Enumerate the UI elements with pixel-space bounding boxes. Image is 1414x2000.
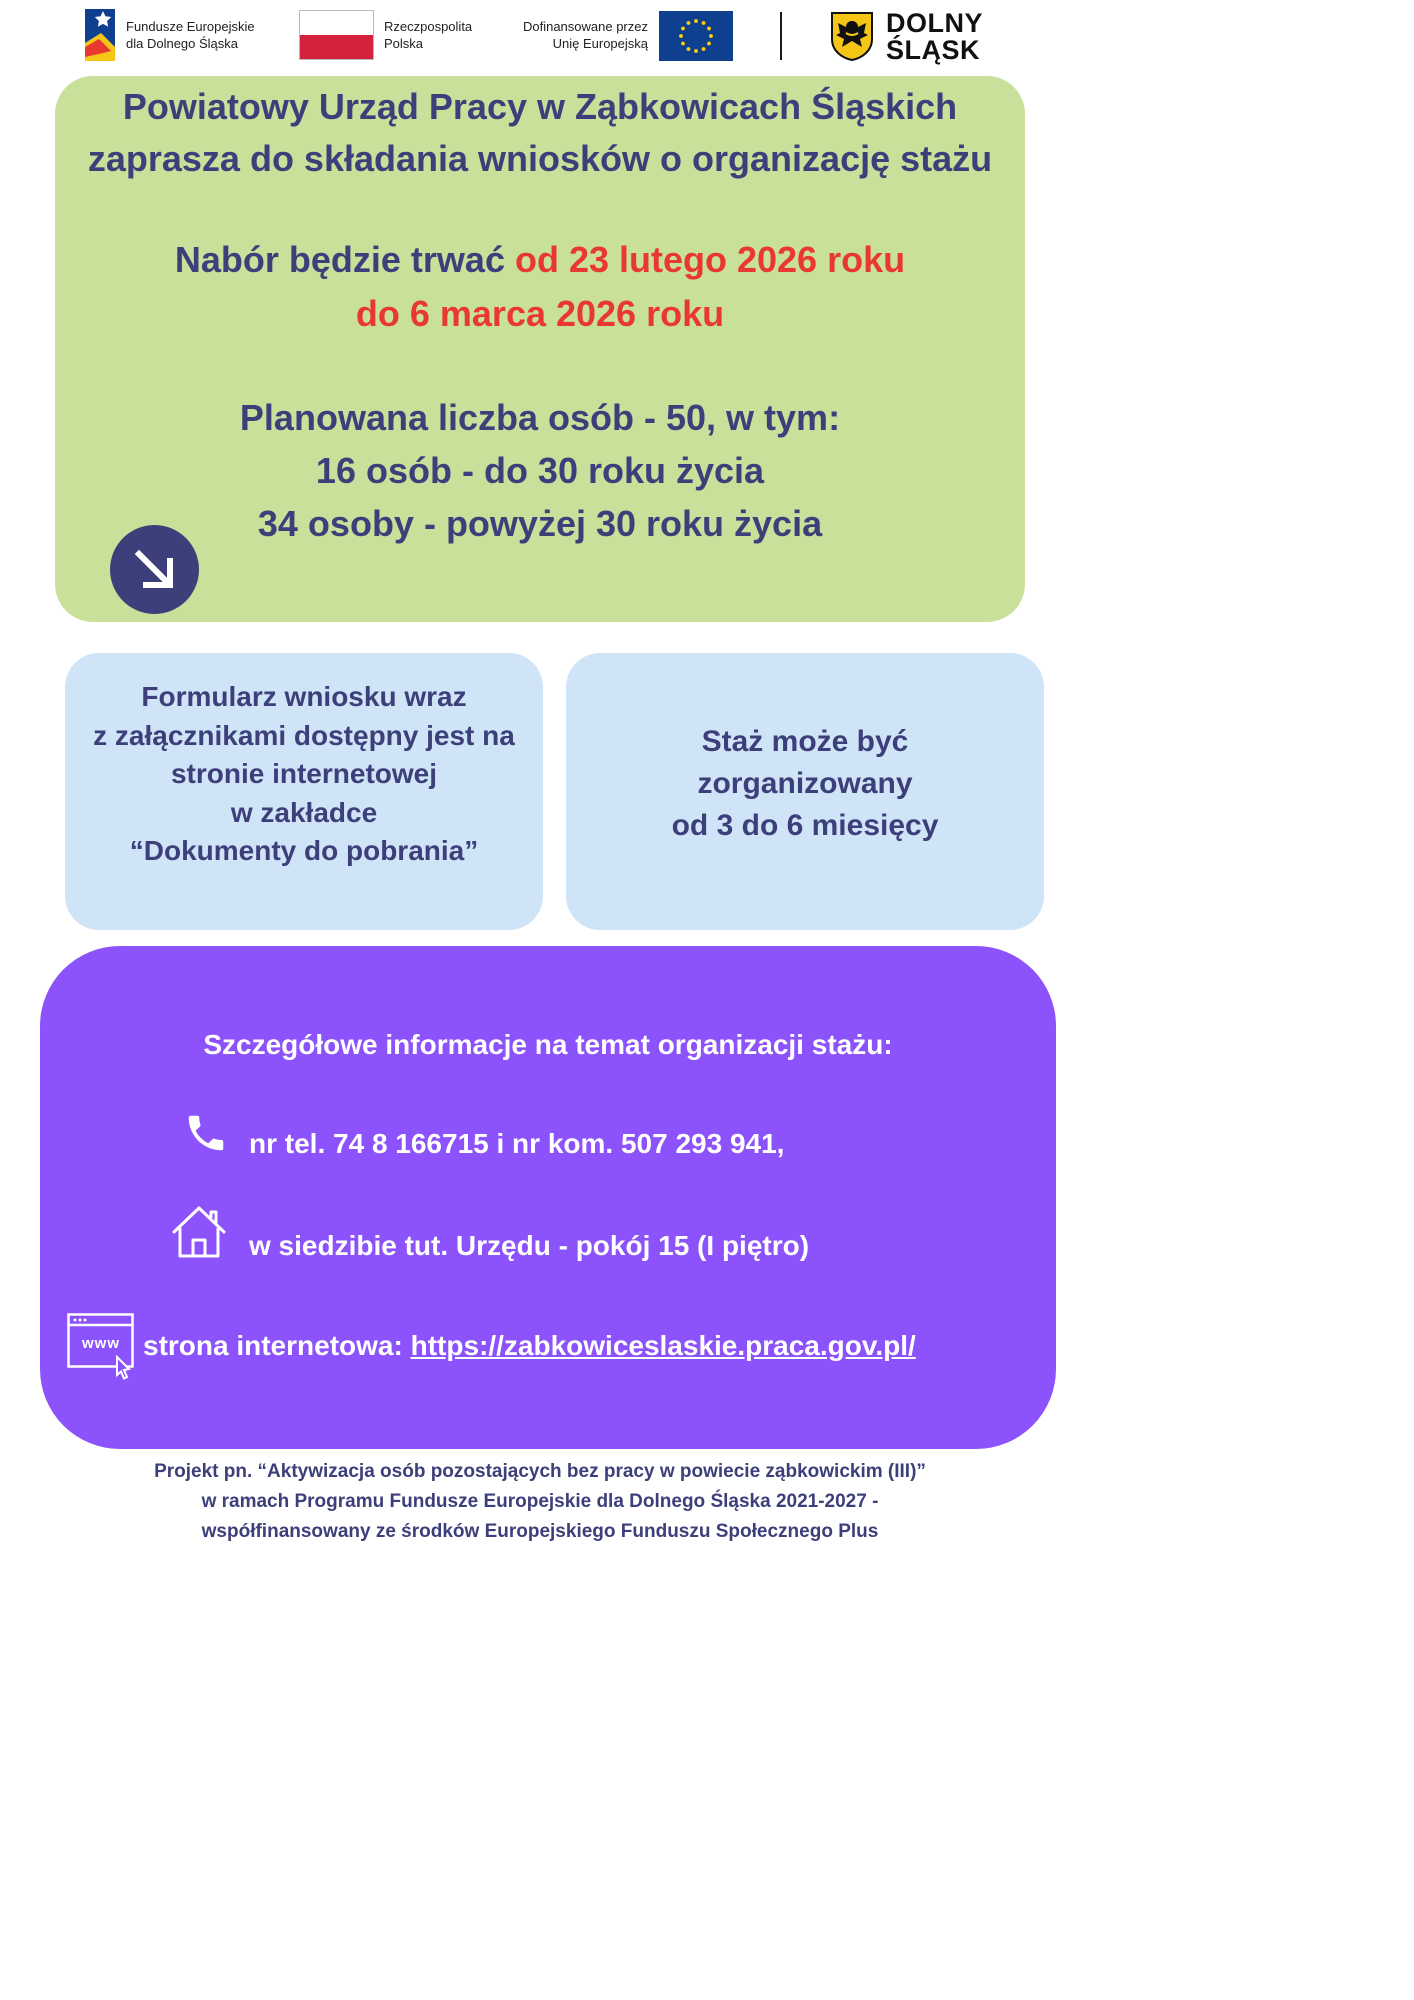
duration-line1: Staż może być [701, 725, 909, 758]
plan-line3: 34 osoby - powyżej 30 roku życia [257, 503, 823, 544]
form-line4: w zakładce [230, 796, 378, 828]
contact-phone: nr tel. 74 8 166715 i nr kom. 507 293 941, [249, 1128, 785, 1159]
eu-logo-line1: Dofinansowane przez [522, 19, 648, 34]
contact-office: w siedzibie tut. Urzędu - pokój 15 (I piętro) [249, 1230, 810, 1261]
announcement-title [0, 81, 1080, 185]
website-link[interactable]: https://zabkowiceslaskie.praca.gov.pl/ [410, 1330, 916, 1361]
contact-website [143, 1326, 916, 1366]
form-line2: z załącznikami dostępny jest na [93, 719, 515, 751]
plan-line2: 16 osób - do 30 roku życia [315, 450, 765, 491]
ds-logo-line2: ŚLĄSK [886, 35, 981, 65]
form-line3: stronie internetowej [170, 758, 438, 789]
duration-line3: od 3 do 6 miesięcy [671, 809, 939, 842]
project-footer [0, 1457, 1080, 1547]
title-line2: zaprasza do składania wniosków o organizację stażu [87, 138, 993, 179]
dolny-slask-eagle-icon [830, 11, 874, 61]
header-divider [780, 12, 782, 60]
dolny-slask-text [886, 10, 983, 64]
contact-heading: Szczegółowe informacje na temat organizacji stażu: [203, 1029, 893, 1060]
plan-line1: Planowana liczba osób - 50, w tym: [239, 397, 841, 438]
footer-line2: w ramach Programu Fundusze Europejskie dla Dolnego Śląska 2021-2027 - [201, 1491, 879, 1512]
eu-logo-line2: Unię Europejską [552, 36, 648, 51]
contact-panel [40, 946, 1056, 1449]
form-info-text [65, 678, 543, 871]
www-icon-label: www [81, 1335, 120, 1352]
form-line5: “Dokumenty do pobrania” [129, 835, 479, 866]
footer-line3: współfinansowany ze środków Europejskiego Funduszu Społecznego Plus [201, 1521, 879, 1542]
rp-logo-line1: Rzeczpospolita [384, 19, 473, 34]
home-icon [170, 1204, 228, 1260]
phone-icon [183, 1110, 229, 1156]
recruitment-from: od 23 lutego 2026 roku [514, 239, 906, 280]
duration-info-text [566, 721, 1044, 847]
recruitment-to: do 6 marca 2026 roku [355, 293, 725, 334]
recruitment-dates [40, 233, 1040, 341]
arrow-down-right-icon [110, 525, 199, 614]
fe-logo-icon [83, 3, 117, 66]
eu-logo-text [505, 18, 648, 52]
website-label: strona internetowa: [143, 1330, 411, 1361]
rp-logo-text [384, 18, 472, 52]
form-line1: Formularz wniosku wraz [141, 681, 467, 712]
rp-logo-line2: Polska [384, 36, 424, 51]
eu-flag-icon [659, 11, 733, 61]
recruitment-prefix: Nabór będzie trwać [174, 239, 515, 280]
footer-line1: Projekt pn. “Aktywizacja osób pozostających bez pracy w powiecie ząbkowickim (III)” [154, 1461, 926, 1482]
fe-logo-text [126, 18, 255, 52]
header-logos [0, 0, 1104, 70]
fe-logo-line2: dla Dolnego Śląska [126, 36, 239, 51]
title-line1: Powiatowy Urząd Pracy w Ząbkowicach Śląskich [122, 86, 958, 127]
fe-logo-line1: Fundusze Europejskie [126, 19, 255, 34]
www-browser-icon [67, 1313, 135, 1381]
poland-flag-icon [299, 10, 374, 60]
duration-line2: zorganizowany [697, 767, 913, 800]
ds-logo-line1: DOLNY [886, 8, 983, 38]
